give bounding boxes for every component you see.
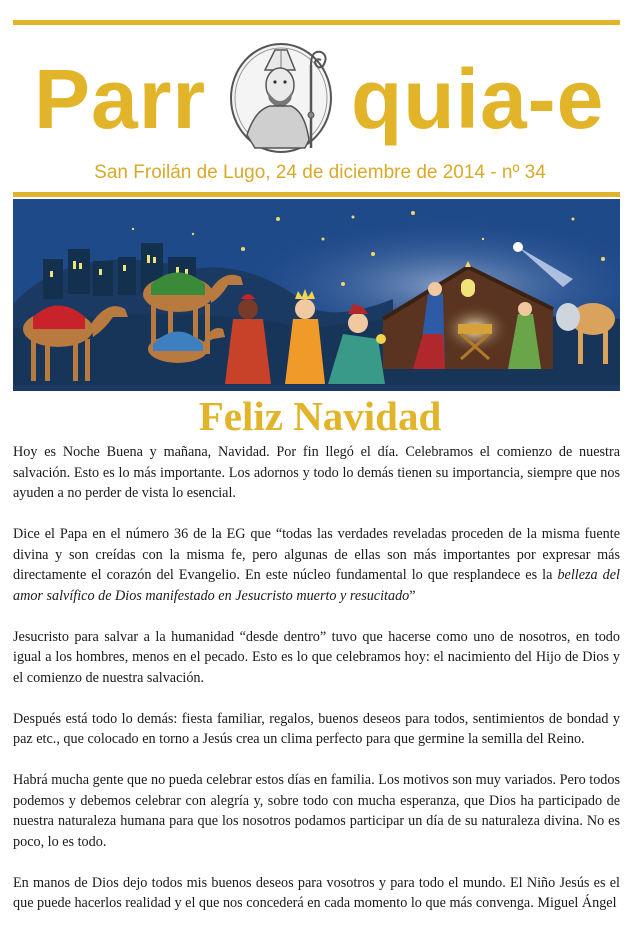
paragraph-4: Después está todo lo demás: fiesta familiar, regalos, buenos deseos para todos, sentimientos de bondad y paz etc., que colocado en torno a Jesús crea un clima perfecto para que germine la semilla del Reino. <box>13 710 620 747</box>
paragraph-3: Jesucristo para salvar a la humanidad “desde dentro” tuvo que hacerse como uno de nosotros, en todo igual a los hombres, menos en el pecado. Esto es lo que celebramos hoy: el nacimiento del Hijo de Dios y el comienzo de nuestra salvación. <box>13 628 620 686</box>
paragraph-6-signature: En manos de Dios dejo todos mis buenos deseos para vosotros y para todo el mundo. El Niño Jesús es el que puede hacerlos realidad y el que nos concederá en cada momento lo que más convenga. Miguel Ángel <box>13 874 620 911</box>
article-headline: Feliz Navidad <box>198 393 442 439</box>
article-body <box>13 442 620 934</box>
top-rule <box>13 20 620 25</box>
issue-subtitle: San Froilán de Lugo, 24 de diciembre de 2014 - nº 34 <box>94 162 546 183</box>
nativity-banner-image <box>13 199 620 391</box>
saint-medallion-icon <box>225 40 337 155</box>
paragraph-2-closing-quote: ” <box>409 587 416 604</box>
header-bottom-rule <box>13 192 620 197</box>
paragraph-5: Habrá mucha gente que no pueda celebrar estos días en familia. Los motivos son muy variados. Pero todos podemos y debemos celebrar con alegría y, sobre todo con mucha esperanza, que Dios ha participado de nuestra naturaleza humana para que los nosotros podamos participar un día de su naturaleza divina. No es poco, lo es todo. <box>13 772 620 850</box>
paragraph-2 <box>13 524 620 606</box>
paragraph-2-text: Dice el Papa en el número 36 de la EG que “todas las verdades reveladas proceden de la misma fuente divina y son creídas con la misma fe, pero algunas de ellas son más importantes por expresar más directamente el corazón del Evangelio. En este núcleo fundamental lo que resplandece es la <box>13 526 620 583</box>
paragraph-1: Hoy es Noche Buena y mañana, Navidad. Por fin llegó el día. Celebramos el comienzo de nuestra salvación. Esto es lo más importante. Los adornos y todo lo demás tienen su importancia, siempre que nos ayuden a no perder de vista lo esencial. <box>13 444 620 501</box>
paragraph-2-quote-italic: belleza del amor salvífico de Dios manifestado en Jesucristo muerto y resucitado <box>13 567 620 604</box>
masthead <box>13 40 620 155</box>
masthead-title-left: Parr <box>34 52 207 146</box>
masthead-title-right: quia-e <box>351 52 605 146</box>
